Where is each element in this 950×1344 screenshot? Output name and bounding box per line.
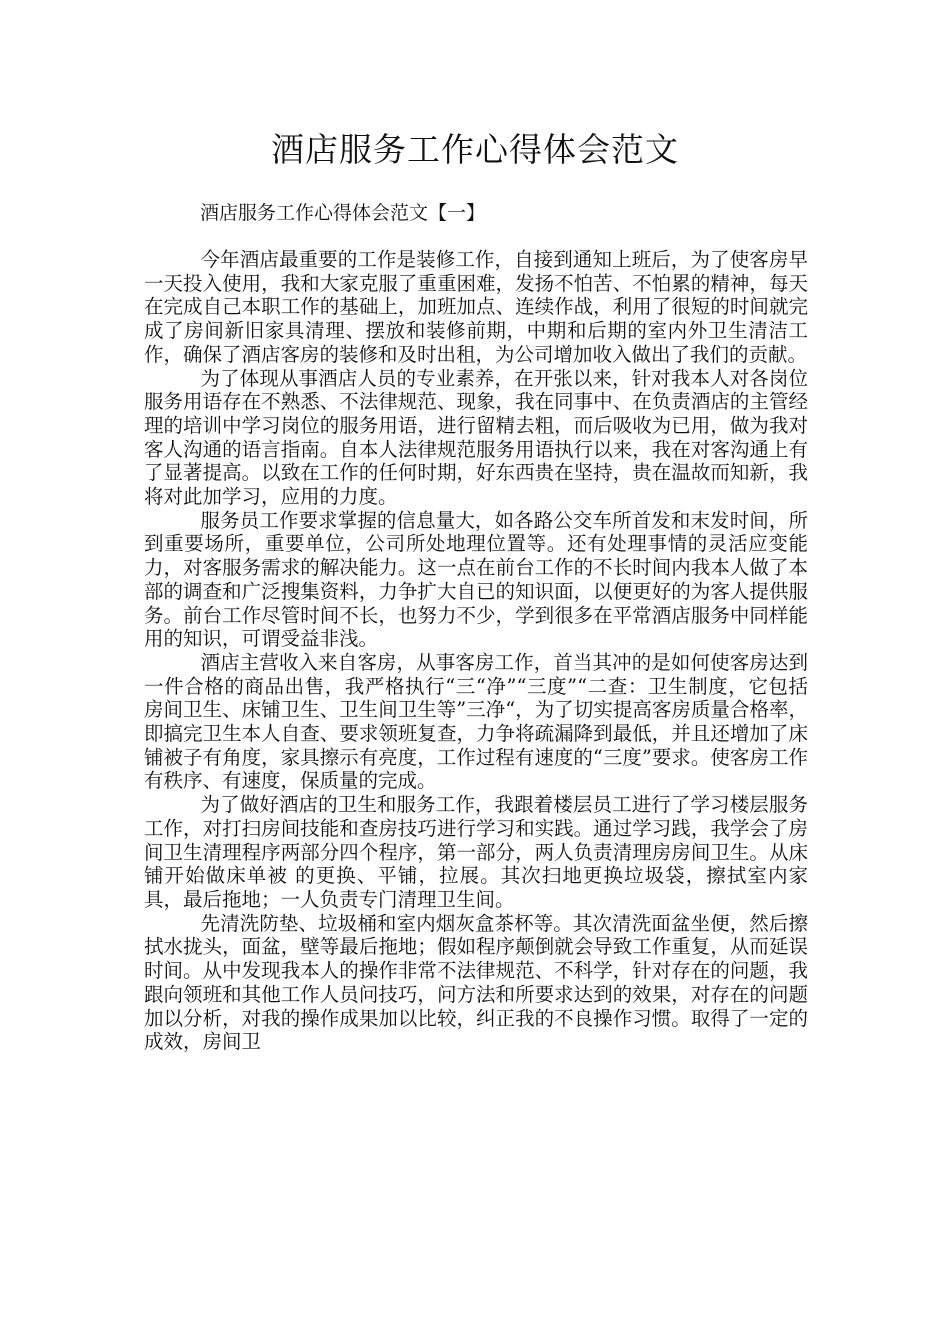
paragraph: 酒店主营收入来自客房，从事客房工作，首当其冲的是如何使客房达到一件合格的商品出售，我严格执行“三“净”“三度”“二查：卫生制度，它包括房间卫生、床铺卫生、卫生间卫生等”三净“，为了切实提高客房质量合格率，即搞完卫生本人自查、要求领班复查，力争将疏漏降到最低，并且还增加了床铺被子有角度，家具擦示有亮度，工作过程有速度的“三度”要求。使客房工作有秩序、有速度，保质量的完成。 [144, 650, 808, 793]
paragraph: 服务员工作要求掌握的信息量大，如各路公交车所首发和末发时间，所到重要场所，重要单位，公司所处地理位置等。还有处理事情的灵活应变能力，对客服务需求的解决能力。这一点在前台工作的不长时间内我本人做了本部的调查和广泛搜集资料，力争扩大自已的知识面，以便更好的为客人提供服务。前台工作尽管时间不长，也努力不少，学到很多在平常酒店服务中同样能用的知识，可谓受益非浅。 [144, 508, 808, 651]
document-body [144, 248, 808, 1054]
paragraph: 为了体现从事酒店人员的专业素养，在开张以来，针对我本人对各岗位服务用语存在不熟悉、不法律规范、现象，我在同事中、在负责酒店的主管经理的培训中学习岗位的服务用语，进行留精去粗，而后吸收为已用，做为我对客人沟通的语言指南。自本人法律规范服务用语执行以来，我在对客沟通上有了显著提高。以致在工作的任何时期，好东西贵在坚持，贵在温故而知新，我将对此加学习，应用的力度。 [144, 366, 808, 509]
section-subtitle: 酒店服务工作心得体会范文【一】 [200, 202, 486, 224]
paragraph: 先清洗防垫、垃圾桶和室内烟灰盒茶杯等。其次清洗面盆坐便，然后擦拭水拢头，面盆，壁等最后拖地；假如程序颠倒就会导致工作重复，从而延误时间。从中发现我本人的操作非常不法律规范、不科学，针对存在的问题，我跟向领班和其他工作人员问技巧，问方法和所要求达到的效果，对存在的问题加以分析，对我的操作成果加以比较，纠正我的不良操作习惯。取得了一定的成效，房间卫 [144, 911, 808, 1054]
document-title: 酒店服务工作心得体会范文 [271, 130, 679, 169]
paragraph: 为了做好酒店的卫生和服务工作，我跟着楼层员工进行了学习楼层服务工作，对打扫房间技能和查房技巧进行学习和实践。通过学习践，我学会了房间卫生清理程序两部分四个程序，第一部分，两人负责清理房房间卫生。从床铺开始做床单被 的更换、平铺，拉展。其次扫地更换垃圾袋，擦拭室内家具，最后拖地；一人负责专门清理卫生间。 [144, 793, 808, 911]
paragraph: 今年酒店最重要的工作是装修工作，自接到通知上班后，为了使客房早一天投入使用，我和大家克服了重重困难，发扬不怕苦、不怕累的精神，每天在完成自己本职工作的基础上，加班加点、连续作战，利用了很短的时间就完成了房间新旧家具清理、摆放和装修前期，中期和后期的室内外卫生清洁工作，确保了酒店客房的装修和及时出租，为公司增加收入做出了我们的贡献。 [144, 248, 808, 366]
